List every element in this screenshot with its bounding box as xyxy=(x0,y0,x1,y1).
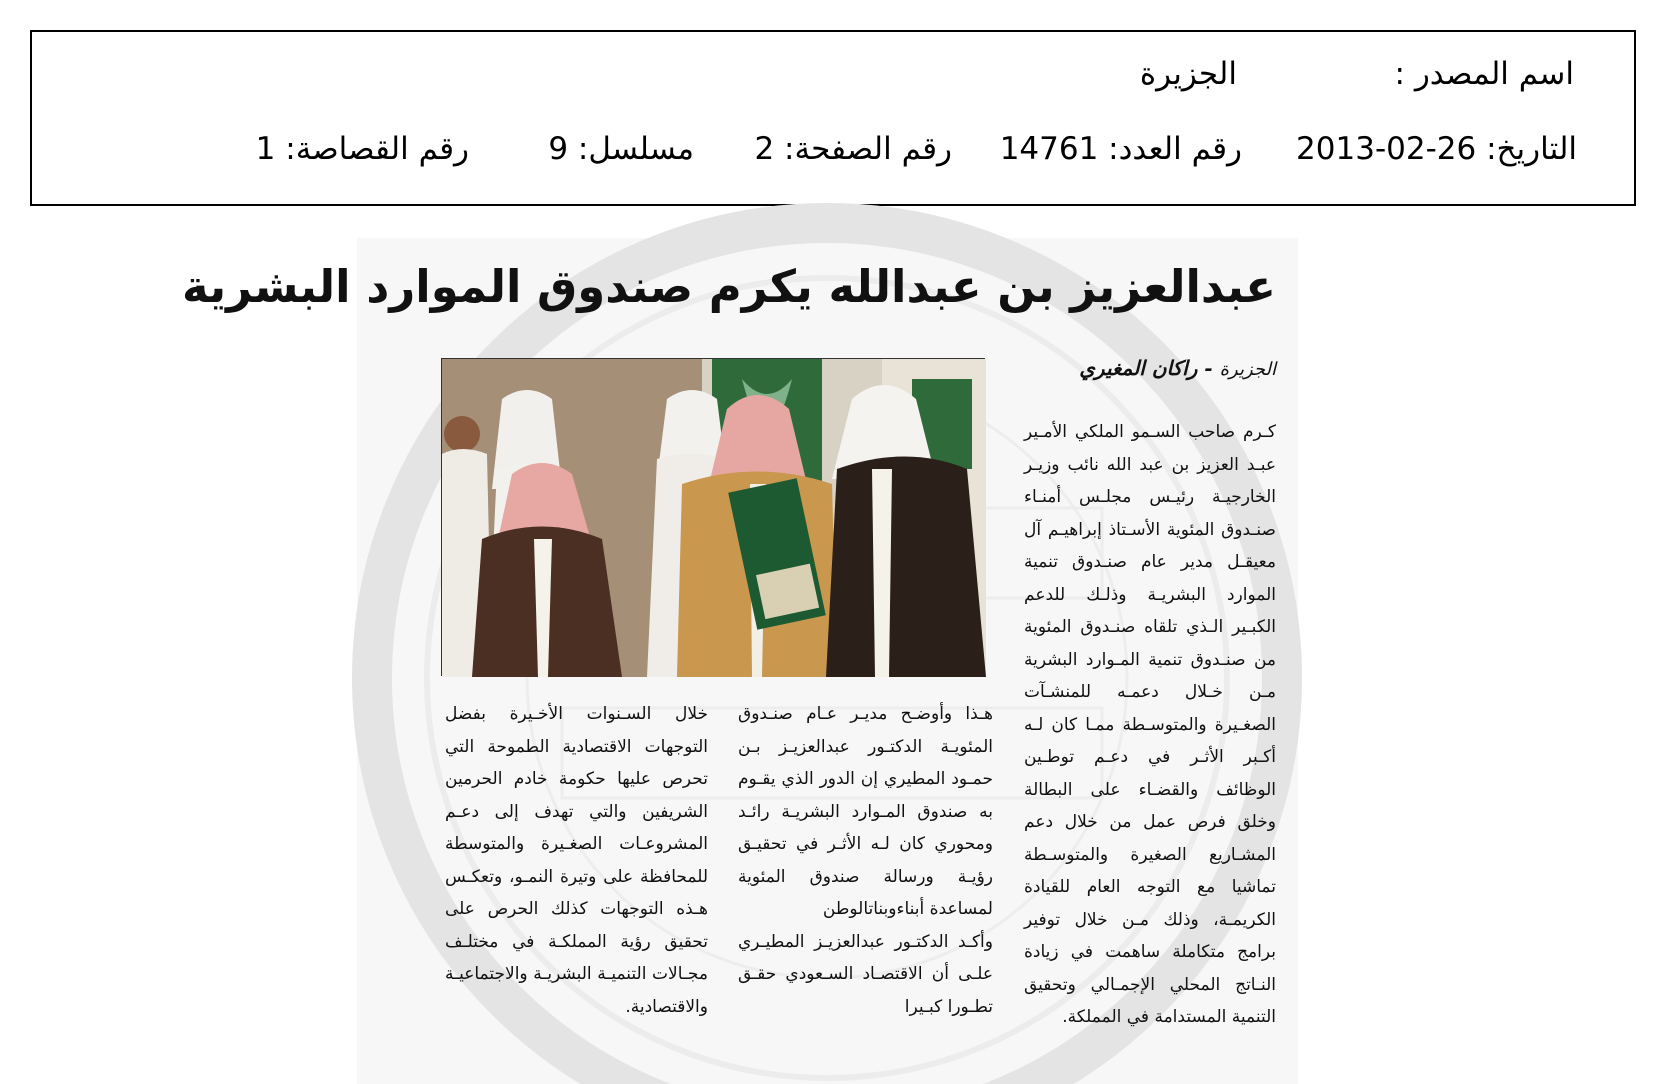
article-paragraph: خلال السـنوات الأخـيرة بفضل التوجهات الاقتصادية الطموحة التي تحرص عليها حكومة خادم الحرمين الشريفين والتي تهدف إلى دعـم المشروعـات الصغـيرة والمتوسطة للمحافظة على وتيرة النمـو، وتعكـس هـذه التوجهات كذلك الحرص على تحقيق رؤية المملكـة في مختلـف مجـالات التنميـة البشريـة والاجتماعيـة والاقتصادية. xyxy=(445,704,708,1017)
article-column-left xyxy=(445,698,708,1023)
article-paragraph: هـذا وأوضـح مديـر عـام صنـدوق المئويـة الدكتـور عبدالعزيـز بـن حمـود المطيري إن الدور الذي يقـوم به صندوق المـوارد البشريـة رائـد ومحوري كان لـه الأثـر في تحقيـق رؤيـة ورسالة صندوق المئوية لمساعدة أبناءوبناتالوطن xyxy=(738,704,993,919)
article-headline: عبدالعزيز بن عبدالله يكرم صندوق الموارد البشرية xyxy=(181,260,1276,313)
date-field: التاريخ: 26-02-2013 xyxy=(1296,131,1577,167)
source-value: الجزيرة xyxy=(1139,56,1237,92)
photo-illustration-icon xyxy=(442,359,986,677)
article-paragraph: وأكـد الدكتـور عبدالعزيـز المطيـري علـى أن الاقتصـاد السـعودي حقـق تطـورا كبـيرا xyxy=(738,931,993,1017)
award-ceremony-photo xyxy=(441,358,985,676)
article-byline xyxy=(1079,356,1276,380)
article-column-middle xyxy=(738,698,993,1023)
source-label: اسم المصدر : xyxy=(1394,56,1574,92)
newspaper-clipping xyxy=(181,238,1298,1084)
byline-author: - راكان المغيري xyxy=(1079,356,1220,380)
clip-number-field: رقم القصاصة: 1 xyxy=(255,131,469,167)
page-number-field: رقم الصفحة: 2 xyxy=(754,131,952,167)
byline-source: الجزيرة xyxy=(1219,359,1276,380)
issue-number-field: رقم العدد: 14761 xyxy=(999,131,1242,167)
article-column-right xyxy=(1024,416,1276,1034)
clipping-metadata-box xyxy=(30,30,1636,206)
article-paragraph: كـرم صاحب السـمو الملكي الأمـير عبـد العزيز بن عبد الله نائب وزيـر الخارجيـة رئيـس مجلـس أمنـاء صنـدوق المئوية الأسـتاذ إبراهيـم آل معيقـل مدير عام صنـدوق تنمية الموارد البشريـة وذلـك للدعم الكبـير الـذي تلقاه صنـدوق المئوية من صنـدوق تنمية المـوارد البشرية مـن خـلال دعمـه للمنشـآت الصغـيرة والمتوسـطة ممـا كان لـه أكـبر الأثـر في دعـم توطـين الوظائف والقضـاء على البطالة وخلق فرص عمل من خلال دعم المشـاريع الصغيرة والمتوسـطة تماشيا مع التوجه العام للقيادة الكريمـة، وذلك مـن خلال توفير برامج متكاملة ساهمت في زيادة النـاتج المحلي الإجمـالي وتحقيق التنمية المستدامة في المملكة. xyxy=(1024,422,1276,1027)
serial-number-field: مسلسل: 9 xyxy=(548,131,694,167)
